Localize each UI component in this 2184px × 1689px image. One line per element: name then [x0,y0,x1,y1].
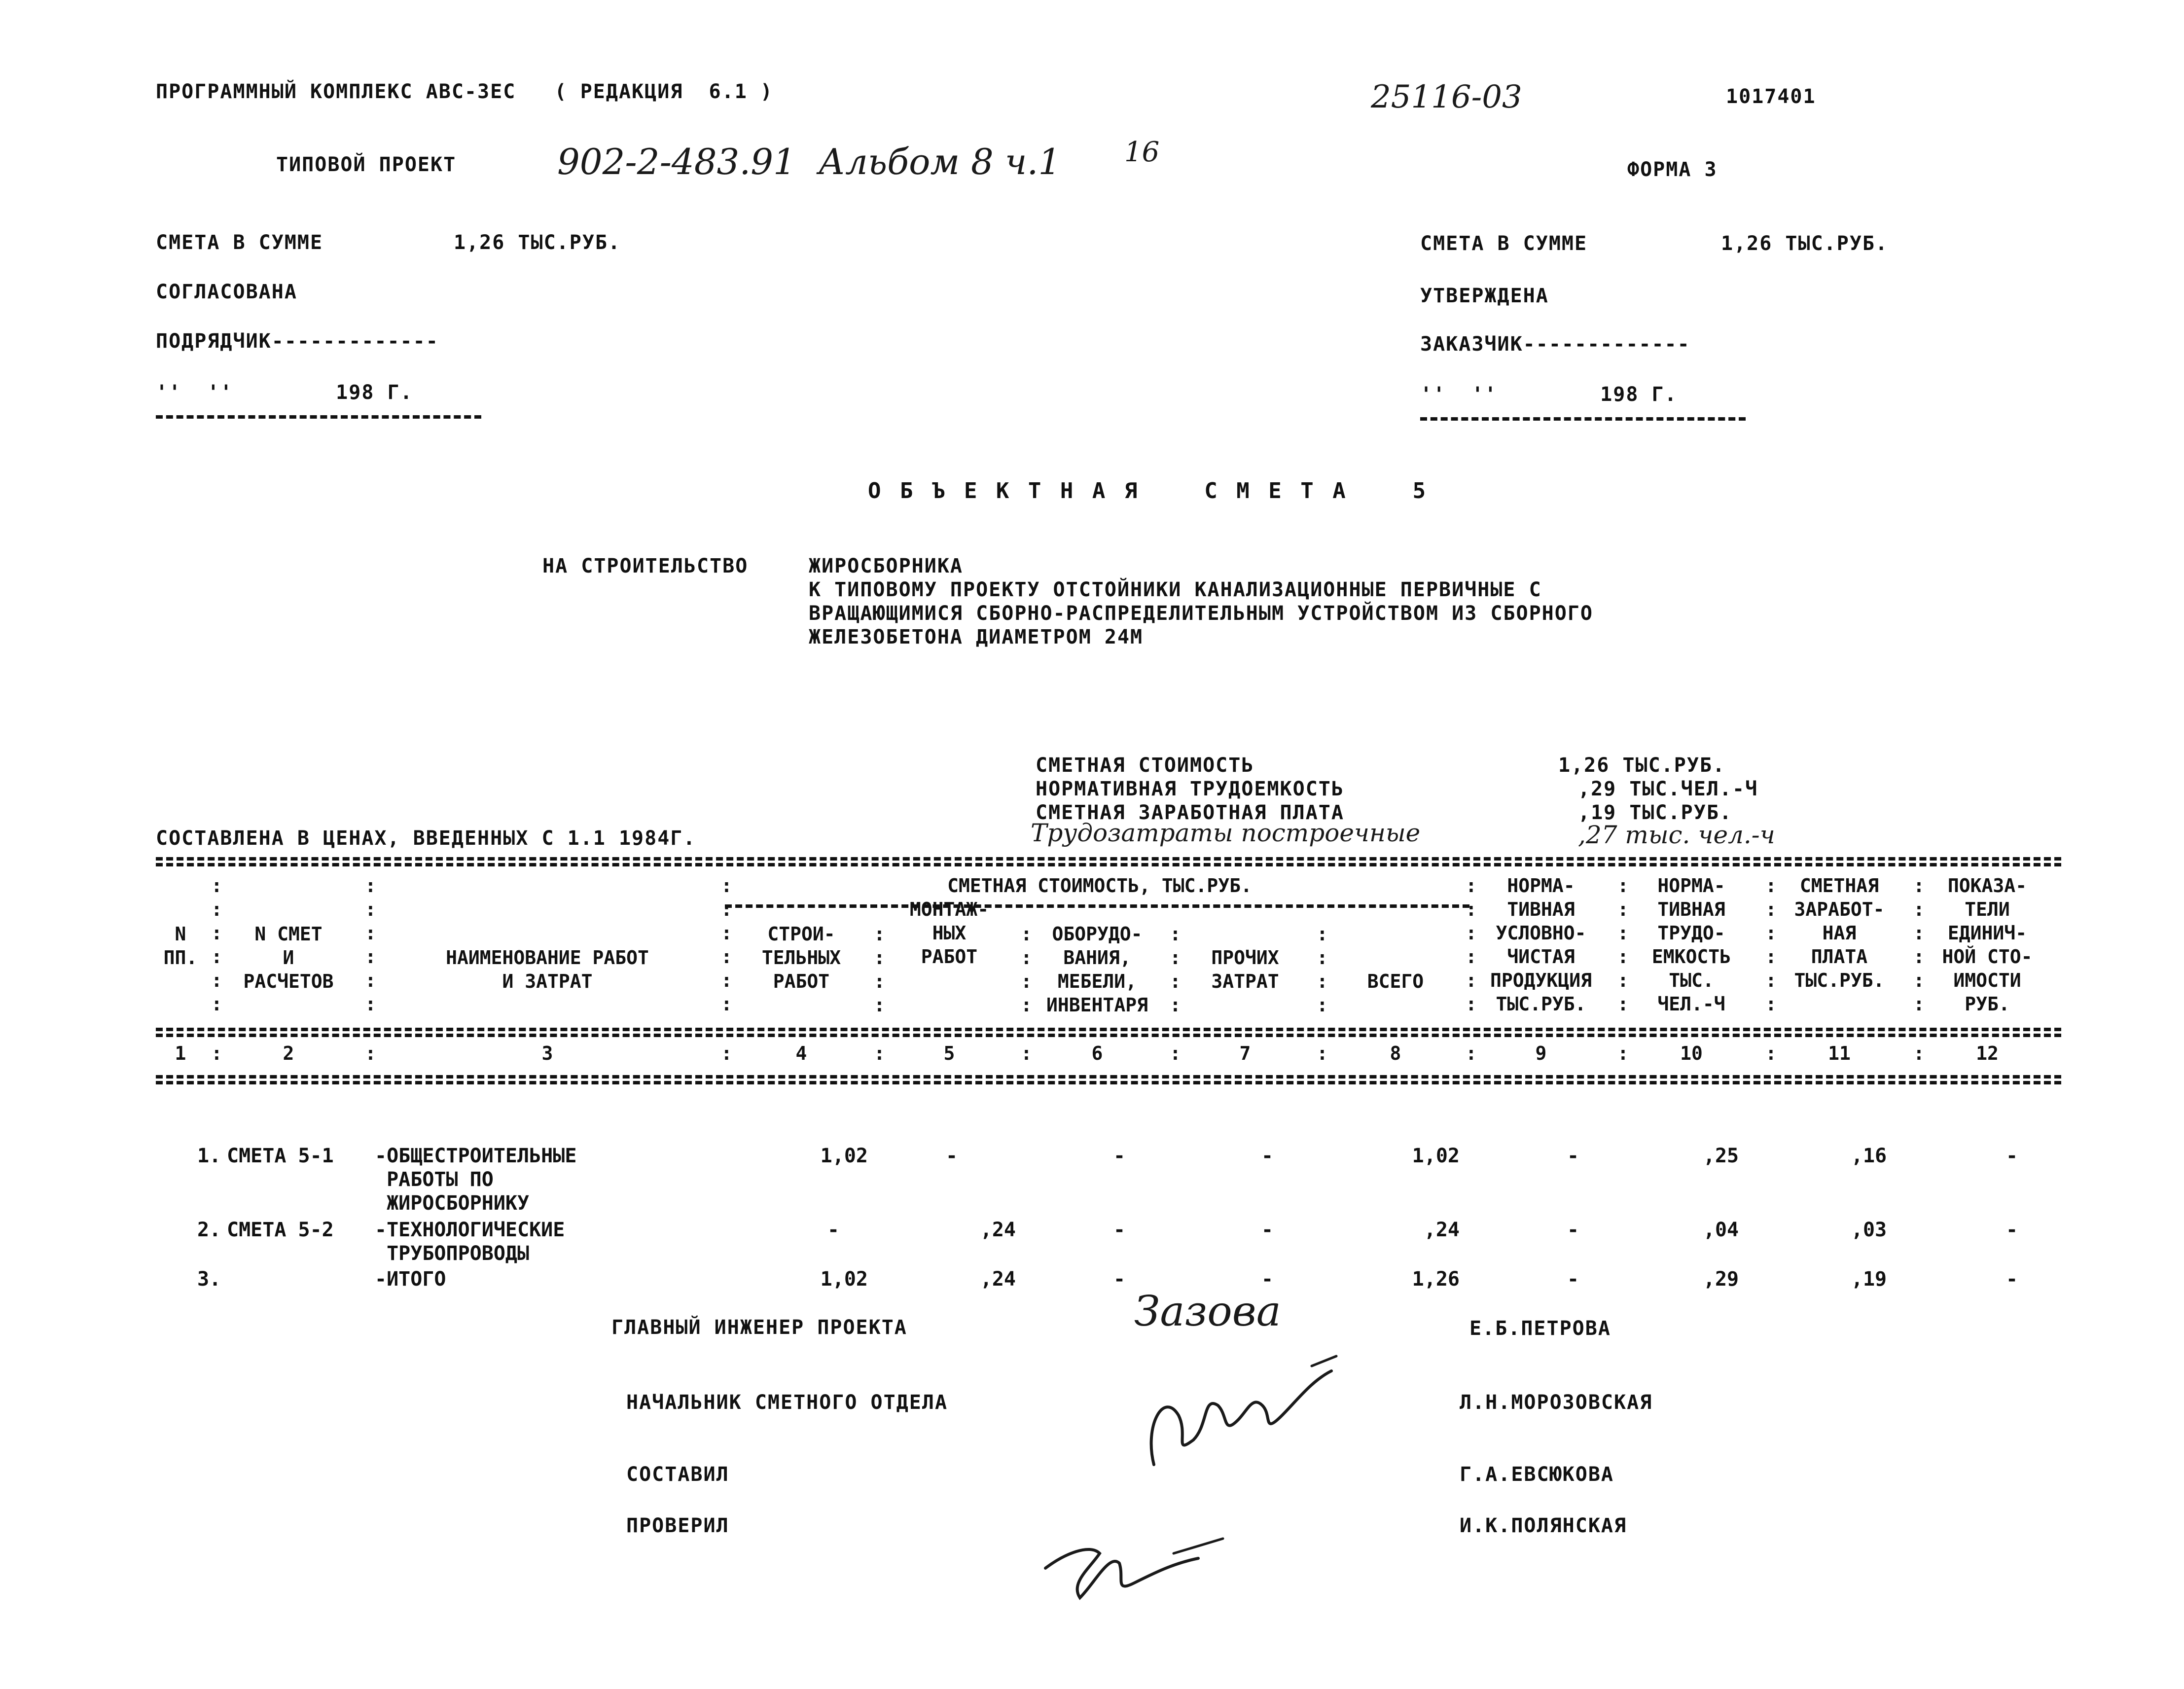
signature-role-2: НАЧАЛЬНИК СМЕТНОГО ОТДЕЛА [626,1391,948,1414]
row-labor: ,04 [1703,1219,1739,1241]
right-underline [1420,417,1746,421]
row-unit-cost: - [2005,1219,2018,1241]
handwritten-signature-1: Зазова [1134,1287,1281,1335]
col-num-3: 3 [541,1042,553,1064]
row-work-name: -ТЕХНОЛОГИЧЕСКИЕ ТРУБОПРОВОДЫ [375,1219,565,1265]
signature-name-4: И.К.ПОЛЯНСКАЯ [1460,1514,1627,1537]
left-sum-label: СМЕТА В СУММЕ [156,231,323,254]
signature-role-4: ПРОВЕРИЛ [626,1514,729,1537]
col-header-3: НАИМЕНОВАНИЕ РАБОТ И ЗАТРАТ [446,947,649,992]
row-other: - [1261,1145,1274,1167]
header-bottom-rule [156,1028,2061,1031]
signature-name-1: Е.Б.ПЕТРОВА [1469,1317,1611,1340]
construction-line-4: ЖЕЛЕЗОБЕТОНА ДИАМЕТРОМ 24М [809,626,1144,648]
row-equipment: - [1113,1219,1126,1241]
row-work-name: -ОБЩЕСТРОИТЕЛЬНЫЕ РАБОТЫ ПО ЖИРОСБОРНИКУ [375,1145,577,1215]
construction-line-2: К ТИПОВОМУ ПРОЕКТУ ОТСТОЙНИКИ КАНАЛИЗАЦИОННЫЕ ПЕРВИЧНЫЕ С [809,578,1542,601]
row-construction: 1,02 [820,1145,868,1167]
left-underline [156,415,481,419]
col-num-2: 2 [283,1042,294,1064]
col-header-1: N ПП. [163,923,198,969]
row-construction: 1,02 [820,1268,868,1291]
row-wages: ,03 [1851,1219,1887,1241]
row-estimate-ref: СМЕТА 5-2 [227,1219,334,1241]
signature-role-3: СОСТАВИЛ [626,1463,729,1486]
summary-value-1: 1,26 ТЫС.РУБ. [1558,754,1726,777]
col-num-4: 4 [795,1042,807,1064]
numbers-bottom-rule-2 [156,1081,2061,1084]
row-work-name: -ИТОГО [375,1268,446,1291]
project-label: ТИПОВОЙ ПРОЕКТ [276,153,457,176]
col-header-4: СТРОИ- ТЕЛЬНЫХ РАБОТ [761,923,841,992]
construction-line-3: ВРАЩАЮЩИМИСЯ СБОРНО-РАСПРЕДЕЛИТЕЛЬНЫМ УСТРОЙСТВОМ ИЗ СБОРНОГО [809,602,1594,625]
left-date: '' '' 198 Г. [156,381,413,404]
row-installation: ,24 [980,1219,1016,1241]
row-number: 2. [197,1219,221,1241]
form-label: ФОРМА 3 [1627,158,1718,181]
row-net-product: - [1567,1145,1579,1167]
col-num-6: 6 [1091,1042,1103,1064]
row-wages: ,16 [1851,1145,1887,1167]
row-unit-cost: - [2005,1268,2018,1291]
row-net-product: - [1567,1219,1579,1241]
row-labor: ,29 [1703,1268,1739,1291]
construction-label: НА СТРОИТЕЛЬСТВО [542,555,749,577]
construction-line-1: ЖИРОСБОРНИКА [809,555,963,577]
agreed-label: СОГЛАСОВАНА [156,281,297,303]
customer-line: ЗАКАЗЧИК------------- [1420,333,1690,356]
prices-note: СОСТАВЛЕНА В ЦЕНАХ, ВВЕДЕННЫХ С 1.1 1984Г. [156,827,696,850]
col-header-9: НОРМА- ТИВНАЯ УСЛОВНО- ЧИСТАЯ ПРОДУКЦИЯ ТЫС.РУБ. [1490,875,1592,1015]
row-installation: ,24 [980,1268,1016,1291]
col-header-12: ПОКАЗА- ТЕЛИ ЕДИНИЧ- НОЙ СТО- ИМОСТИ РУБ. [1942,875,2033,1015]
col-header-10: НОРМА- ТИВНАЯ ТРУДО- ЕМКОСТЬ ТЫС. ЧЕЛ.-Ч [1651,875,1731,1015]
right-sum-label: СМЕТА В СУММЕ [1420,232,1588,255]
col-num-11: 11 [1828,1042,1851,1064]
row-wages: ,19 [1851,1268,1887,1291]
contractor-line: ПОДРЯДЧИК------------- [156,330,439,353]
approved-label: УТВЕРЖДЕНА [1420,285,1549,307]
left-sum-value: 1,26 ТЫС.РУБ. [454,231,621,254]
col-num-5: 5 [943,1042,955,1064]
table-top-rule [156,857,2061,861]
row-net-product: - [1567,1268,1579,1291]
program-name: ПРОГРАММНЫЙ КОМПЛЕКС АВС-3ЕС ( РЕДАКЦИЯ 6.1 ) [156,80,773,103]
row-number: 1. [197,1145,221,1167]
row-total: ,24 [1424,1219,1460,1241]
row-equipment: - [1113,1268,1126,1291]
row-installation: - [945,1145,958,1167]
summary-label-1: СМЕТНАЯ СТОИМОСТЬ [1036,754,1254,777]
col-num-10: 10 [1680,1042,1703,1064]
col-header-7: ПРОЧИХ ЗАТРАТ [1211,947,1279,992]
signature-name-3: Г.А.ЕВСЮКОВА [1460,1463,1614,1486]
group-header-rule [725,904,1469,908]
col-num-1: 1 [175,1042,186,1064]
handwritten-labor-label: Трудозатраты построечные [1031,819,1421,847]
handwritten-page: 16 [1124,136,1160,168]
col-header-8: ВСЕГО [1367,970,1424,992]
col-num-7: 7 [1239,1042,1251,1064]
col-num-8: 8 [1390,1042,1401,1064]
row-equipment: - [1113,1145,1126,1167]
numbers-bottom-rule [156,1075,2061,1078]
row-unit-cost: - [2005,1145,2018,1167]
summary-label-2: НОРМАТИВНАЯ ТРУДОЕМКОСТЬ [1036,778,1344,800]
handwritten-project: 902-2-483.91 Альбом 8 ч.1 [557,141,1061,182]
signature-name-2: Л.Н.МОРОЗОВСКАЯ [1460,1391,1653,1414]
col-num-12: 12 [1976,1042,1999,1064]
row-other: - [1261,1219,1274,1241]
summary-value-2: ,29 ТЫС.ЧЕЛ.-Ч [1578,778,1758,800]
signature-role-1: ГЛАВНЫЙ ИНЖЕНЕР ПРОЕКТА [611,1316,907,1339]
row-labor: ,25 [1703,1145,1739,1167]
row-total: 1,26 [1412,1268,1460,1291]
col-header-2: N СМЕТ И РАСЧЕТОВ [243,923,334,992]
row-total: 1,02 [1412,1145,1460,1167]
row-other: - [1261,1268,1274,1291]
signature-mark-4 [1036,1524,1233,1613]
row-number: 3. [197,1268,221,1291]
row-estimate-ref: СМЕТА 5-1 [227,1145,334,1167]
right-date: '' '' 198 Г. [1420,383,1678,406]
group-header: СМЕТНАЯ СТОИМОСТЬ, ТЫС.РУБ. [947,875,1252,897]
summary-label-3: СМЕТНАЯ ЗАРАБОТНАЯ ПЛАТА [1036,801,1344,824]
col-header-5: МОНТАЖ- НЫХ РАБОТ [909,898,989,968]
row-construction: - [827,1219,840,1241]
right-sum-value: 1,26 ТЫС.РУБ. [1721,232,1889,255]
table-top-rule-2 [156,863,2061,866]
signature-mark-2 [1134,1351,1341,1479]
document-number: 1017401 [1726,85,1816,108]
handwritten-labor-value: ,27 тыс. чел.-ч [1578,821,1775,849]
col-header-6: ОБОРУДО- ВАНИЯ, МЕБЕЛИ, ИНВЕНТАРЯ [1046,923,1148,1016]
document-title: О Б Ъ Е К Т Н А Я С М Е Т А 5 [868,478,1429,503]
handwritten-code: 25116-03 [1371,79,1522,115]
summary-value-3: ,19 ТЫС.РУБ. [1578,801,1732,824]
col-header-11: СМЕТНАЯ ЗАРАБОТ- НАЯ ПЛАТА ТЫС.РУБ. [1794,875,1885,991]
header-bottom-rule-2 [156,1034,2061,1037]
col-num-9: 9 [1535,1042,1547,1064]
